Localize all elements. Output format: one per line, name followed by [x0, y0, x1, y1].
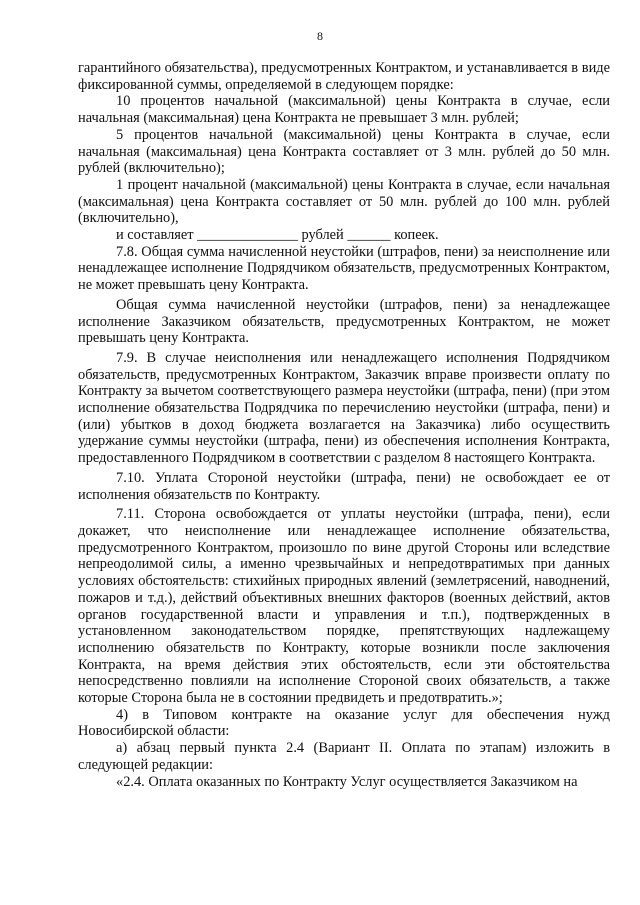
paragraph-12: а) абзац первый пункта 2.4 (Вариант II. Оплата по этапам) изложить в следующей редакции: — [78, 740, 610, 773]
paragraph-9: 7.10. Уплата Стороной неустойки (штрафа, пени) не освобождает ее от исполнения обязательств по Контракту. — [78, 469, 610, 503]
paragraph-13: «2.4. Оплата оказанных по Контракту Услуг осуществляется Заказчиком на — [116, 773, 578, 790]
paragraph-4: 1 процент начальной (максимальной) цены Контракта в случае, если начальная (максимальная) цена Контракта составляет от 50 млн. рублей до 100 млн. рублей (включительно), — [78, 176, 610, 227]
paragraph-7: Общая сумма начисленной неустойки (штрафов, пени) за ненадлежащее исполнение Заказчиком обязательств, предусмотренных Контрактом, не может превышать цену Контракта. — [78, 296, 610, 347]
paragraph-11: 4) в Типовом контракте на оказание услуг для обеспечения нужд Новосибирской области: — [78, 706, 610, 740]
paragraph-10: 7.11. Сторона освобождается от уплаты неустойки (штрафа, пени), если докажет, что неисполнение или ненадлежащее исполнение обязательства, предусмотренного Контрактом, произошло по вине другой Стороны или вследствие непреодолимой силы, а именно чрезвычайных и непредотвратимых при данных условиях обстоятельств: стихийных природных явлений (землетрясений, наводнений, пожаров и т.д.), действий объективных внешних факторов (военных действий, актов органов государственной власти и управления и т.п.), подтвержденных в установленном законодательством порядке, препятствующих надлежащему исполнению обязательств по Контракту, которые возникли после заключения Контракта, на время действия этих обстоятельств, если эти обстоятельства непосредственно повлияли на исполнение Стороной своих обязательств, а также которые Сторона была не в состоянии предвидеть и предотвратить.»; — [78, 506, 610, 707]
paragraph-6: 7.8. Общая сумма начисленной неустойки (штрафов, пени) за неисполнение или ненадлежащее исполнение Подрядчиком обязательств, предусмотренных Контрактом, не может превышать цену Контракта. — [78, 243, 610, 294]
document-body — [78, 60, 610, 790]
page-number: 8 — [317, 29, 323, 43]
paragraph-2: 10 процентов начальной (максимальной) цены Контракта в случае, если начальная (максимальная) цена Контракта не превышает 3 млн. рублей; — [78, 93, 610, 127]
paragraph-8: 7.9. В случае неисполнения или ненадлежащего исполнения Подрядчиком обязательств, предусмотренных Контрактом, Заказчик вправе произвести оплату по Контракту за вычетом соответствующего размера неустойки (штрафа, пени) (при этом исполнение обязательства Подрядчика по перечислению неустойки (штрафа, пени) и (или) убытков в доход бюджета возлагается на Заказчика) либо осуществить удержание суммы неустойки (штрафа, пени) из обеспечения исполнения Контракта, предоставленного Подрядчиком в соответствии с разделом 8 настоящего Контракта. — [78, 349, 610, 467]
paragraph-1: гарантийного обязательства), предусмотренных Контрактом, и устанавливается в виде фиксированной суммы, определяемой в следующем порядке: — [78, 60, 610, 93]
paragraph-3: 5 процентов начальной (максимальной) цены Контракта в случае, если начальная (максимальная) цена Контракта составляет от 3 млн. рублей до 50 млн. рублей (включительно); — [78, 126, 610, 177]
paragraph-5: и составляет ______________ рублей ______ копеек. — [116, 227, 439, 244]
